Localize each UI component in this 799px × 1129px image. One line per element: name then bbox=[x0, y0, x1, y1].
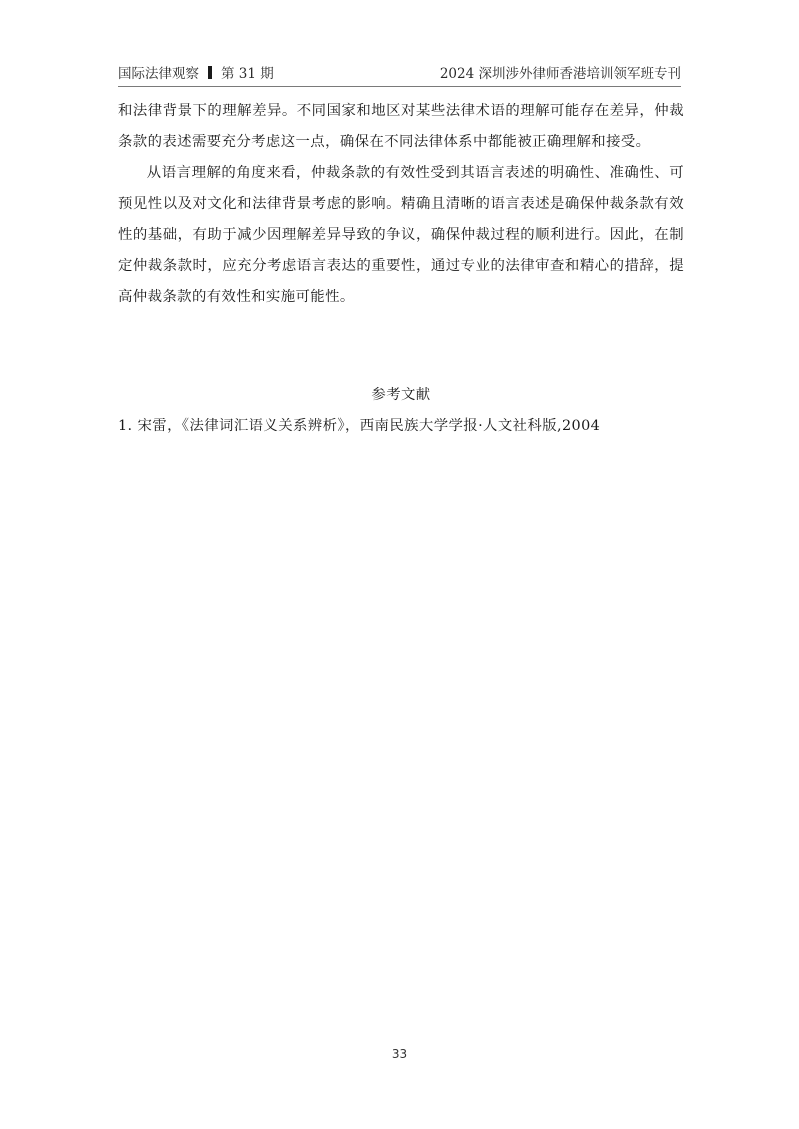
body-text bbox=[118, 96, 684, 313]
header-left bbox=[118, 62, 274, 82]
page-number: 33 bbox=[391, 1047, 408, 1061]
reference-item: 1. 宋雷，《法律词汇语义关系辨析》，西南民族大学学报·人文社科版,2004 bbox=[118, 418, 601, 434]
header-separator-bar bbox=[208, 66, 212, 79]
running-header bbox=[118, 58, 681, 87]
paragraph: 从语言理解的角度来看，仲裁条款的有效性受到其语言表述的明确性、准确性、可预见性以及对文化和法律背景考虑的影响。精确且清晰的语言表述是确保仲裁条款有效性的基础，有助于减少因理解差异导致的争议，确保仲裁过程的顺利进行。因此，在制定仲裁条款时，应充分考虑语言表达的重要性，通过专业的法律审查和精心的措辞，提高仲裁条款的有效性和实施可能性。 bbox=[118, 165, 684, 305]
references-section bbox=[118, 380, 684, 442]
special-issue-title: 2024 深圳涉外律师香港培训领军班专刊 bbox=[439, 66, 681, 82]
journal-name: 国际法律观察 bbox=[118, 66, 199, 82]
issue-number: 第 31 期 bbox=[221, 66, 274, 82]
references-heading: 参考文献 bbox=[371, 387, 431, 403]
paragraph-continued: 和法律背景下的理解差异。不同国家和地区对某些法律术语的理解可能存在差异，仲裁条款的表述需要充分考虑这一点，确保在不同法律体系中都能被正确理解和接受。 bbox=[118, 103, 684, 150]
